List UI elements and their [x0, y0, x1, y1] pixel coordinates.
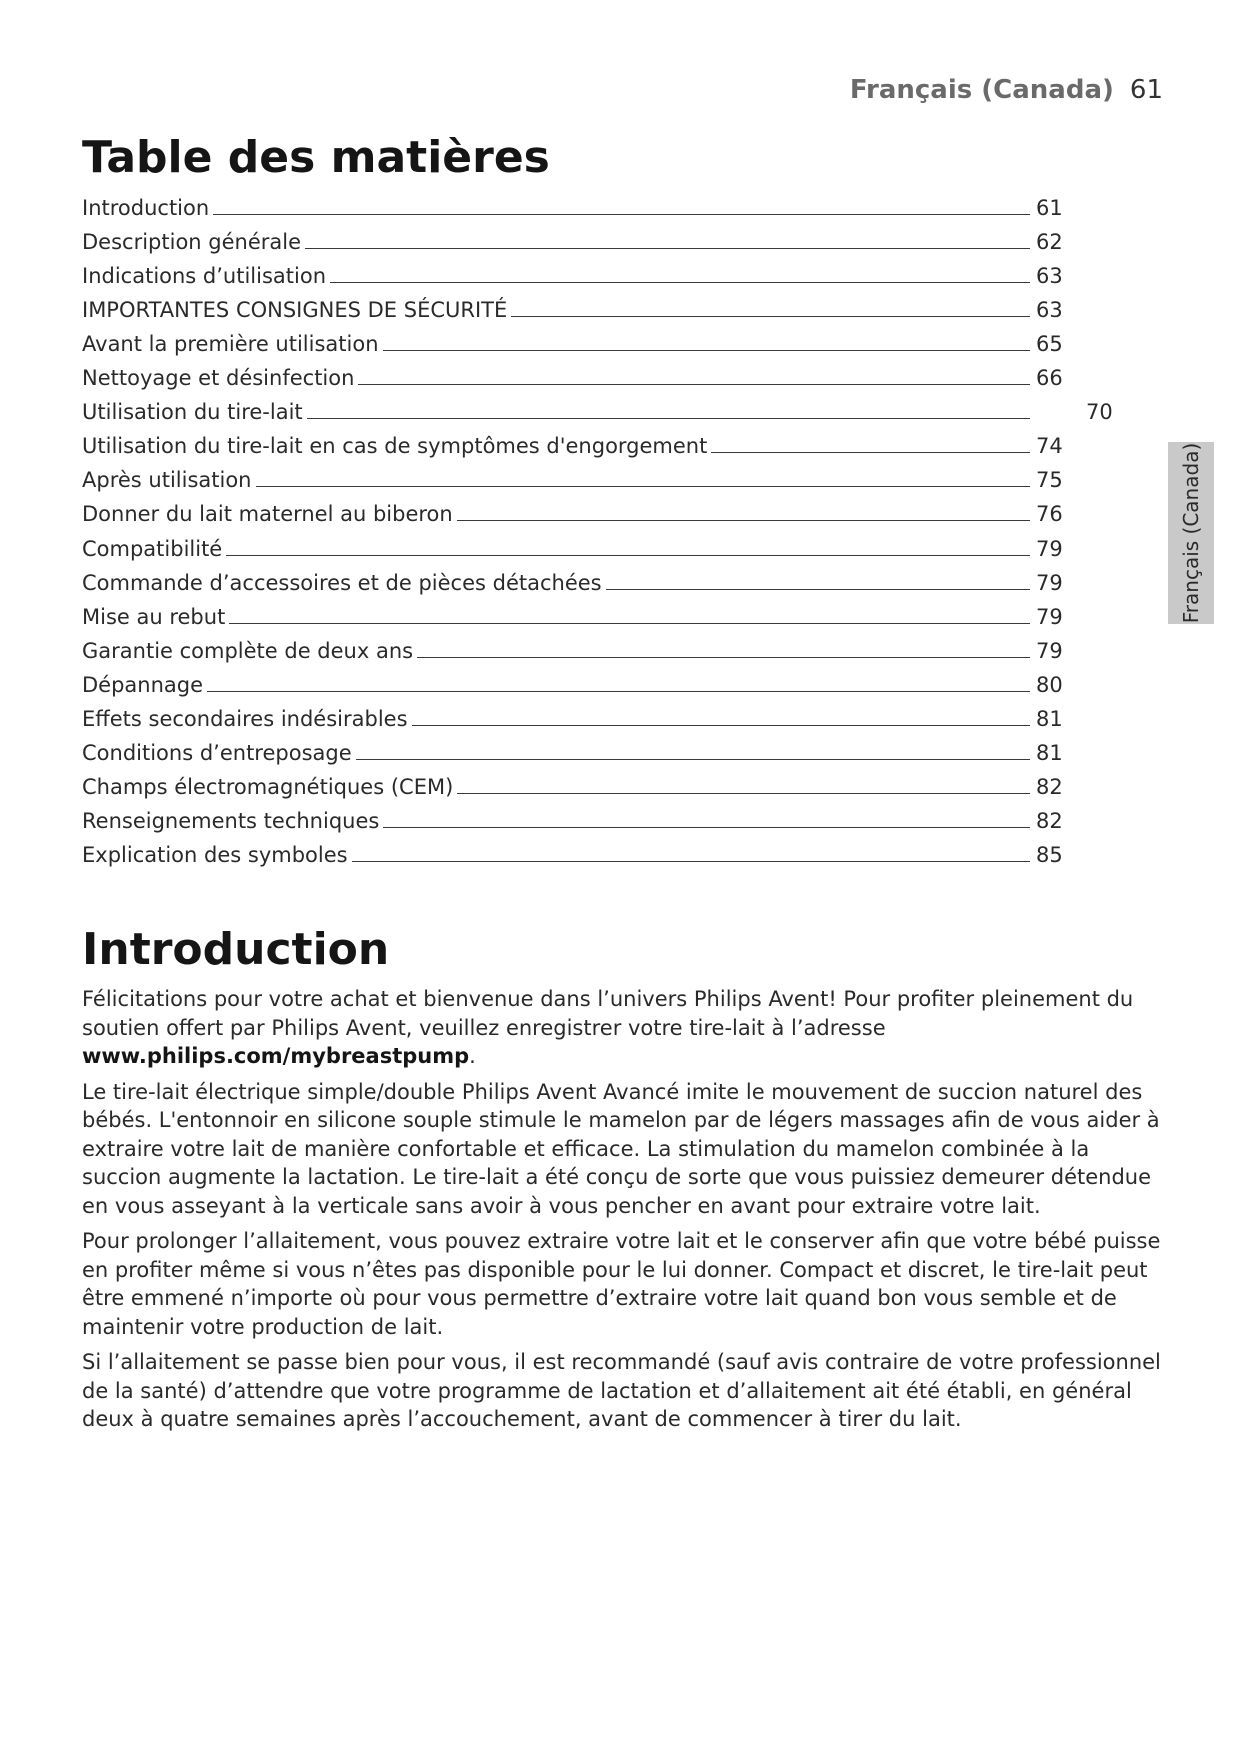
toc-entry-page: 65	[1036, 332, 1063, 357]
toc-entry-title: Champs électromagnétiques (CEM)	[82, 774, 454, 799]
toc-entry-title: IMPORTANTES CONSIGNES DE SÉCURITÉ	[82, 298, 508, 323]
toc-entry-title: Renseignements techniques	[82, 808, 380, 833]
toc-entry-title: Donner du lait maternel au biberon	[82, 502, 453, 527]
toc-leader	[606, 589, 1030, 590]
header-language: Français (Canada)	[849, 75, 1114, 105]
toc-entry[interactable]	[82, 732, 1112, 766]
toc-entry[interactable]	[82, 255, 1112, 289]
toc-entry[interactable]	[82, 664, 1112, 698]
toc-entry-page: 62	[1036, 230, 1063, 255]
toc-leader	[383, 827, 1030, 828]
toc-entry-title: Conditions d’entreposage	[82, 740, 352, 765]
toc-entry-page: 85	[1036, 842, 1063, 867]
toc-entry-page: 61	[1036, 196, 1063, 221]
toc-entry-title: Garantie complète de deux ans	[82, 638, 414, 663]
intro-paragraph-4: Si l’allaitement se passe bien pour vous, il est recommandé (sauf avis contraire de votre professionnel de la santé) d’attendre que votre programme de lactation et d’allaitement ait été établi, en général deux à quatre semaines après l’accouchement, avant de commencer à tirer du lait.	[82, 1350, 1161, 1431]
toc-leader	[352, 861, 1030, 862]
toc-entry-page: 82	[1036, 808, 1063, 833]
toc-entry-title: Effets secondaires indésirables	[82, 706, 408, 731]
toc-entry-page: 75	[1036, 468, 1063, 493]
toc-leader	[207, 691, 1030, 692]
toc-entry-page: 70	[1086, 400, 1113, 425]
toc-leader	[229, 623, 1030, 624]
toc-entry-title: Utilisation du tire-lait en cas de symptômes d'engorgement	[82, 434, 708, 459]
toc-entry[interactable]	[82, 527, 1112, 561]
registration-url[interactable]: www.philips.com/mybreastpump	[82, 1044, 470, 1068]
toc-entry[interactable]	[82, 562, 1112, 596]
toc-entry-page: 63	[1036, 264, 1063, 289]
toc-entry-page: 66	[1036, 366, 1063, 391]
table-of-contents	[82, 187, 1112, 868]
toc-entry-title: Indications d’utilisation	[82, 264, 327, 289]
toc-entry-title: Mise au rebut	[82, 604, 226, 629]
toc-leader	[383, 350, 1030, 351]
toc-leader	[417, 657, 1030, 658]
toc-entry-title: Après utilisation	[82, 468, 252, 493]
toc-leader	[412, 725, 1030, 726]
toc-entry-page: 79	[1036, 570, 1063, 595]
intro-p1-text: Félicitations pour votre achat et bienvenue dans l’univers Philips Avent! Pour profiter pleinement du soutien offert par Philips Avent, veuillez enregistrer votre tire-lait à l’adresse	[82, 987, 1134, 1040]
toc-leader	[457, 520, 1030, 521]
toc-leader	[356, 759, 1030, 760]
toc-entry-page: 80	[1036, 672, 1063, 697]
toc-entry[interactable]	[82, 834, 1112, 868]
toc-entry-page: 79	[1036, 536, 1063, 561]
toc-leader	[307, 418, 1030, 419]
toc-entry-title: Nettoyage et désinfection	[82, 366, 355, 391]
toc-entry[interactable]	[82, 459, 1112, 493]
toc-entry-title: Utilisation du tire-lait	[82, 400, 303, 425]
toc-entry[interactable]	[82, 425, 1112, 459]
toc-leader	[358, 384, 1030, 385]
toc-entry[interactable]	[82, 766, 1112, 800]
toc-entry[interactable]	[82, 630, 1112, 664]
toc-leader	[330, 282, 1030, 283]
toc-entry-page: 63	[1036, 298, 1063, 323]
intro-title: Introduction	[82, 924, 390, 975]
toc-entry-page: 81	[1036, 740, 1063, 765]
toc-entry-page: 79	[1036, 604, 1063, 629]
toc-entry[interactable]	[82, 323, 1112, 357]
toc-leader	[711, 452, 1030, 453]
toc-entry-page: 81	[1036, 706, 1063, 731]
toc-entry[interactable]	[82, 800, 1112, 834]
toc-leader	[226, 555, 1030, 556]
toc-entry[interactable]	[82, 391, 1112, 425]
toc-title: Table des matières	[82, 132, 550, 183]
toc-leader	[457, 793, 1030, 794]
toc-leader	[213, 214, 1030, 215]
language-side-tab	[1168, 442, 1214, 624]
toc-entry-page: 74	[1036, 434, 1063, 459]
toc-leader	[511, 316, 1030, 317]
toc-entry-title: Dépannage	[82, 672, 204, 697]
intro-paragraph-1	[82, 985, 1164, 1071]
page-header	[850, 72, 1163, 108]
intro-body	[82, 985, 1164, 1441]
toc-entry[interactable]	[82, 493, 1112, 527]
toc-entry[interactable]	[82, 357, 1112, 391]
toc-entry-title: Commande d’accessoires et de pièces détachées	[82, 570, 602, 595]
toc-entry-title: Compatibilité	[82, 536, 223, 561]
toc-entry-page: 79	[1036, 638, 1063, 663]
toc-entry-title: Description générale	[82, 230, 302, 255]
toc-leader	[256, 486, 1031, 487]
intro-paragraph-2: Le tire-lait électrique simple/double Philips Avent Avancé imite le mouvement de succion naturel des bébés. L'entonnoir en silicone souple stimule le mamelon par de légers massages afin de vous aider à extraire votre lait de manière confortable et efficace. La stimulation du mamelon combinée à la succion augmente la lactation. Le tire-lait a été conçu de sorte que vous puissiez demeurer détendue en vous asseyant à la verticale sans avoir à vous pencher en avant pour extraire votre lait.	[82, 1079, 1160, 1218]
toc-entry[interactable]	[82, 698, 1112, 732]
toc-entry-title: Avant la première utilisation	[82, 332, 379, 357]
intro-p1-end: .	[469, 1044, 476, 1068]
toc-entry-page: 82	[1036, 774, 1063, 799]
toc-entry[interactable]	[82, 187, 1112, 221]
toc-entry[interactable]	[82, 596, 1112, 630]
side-tab-label: Français (Canada)	[1179, 442, 1203, 624]
toc-entry-title: Explication des symboles	[82, 842, 348, 867]
toc-entry[interactable]	[82, 289, 1112, 323]
header-page-number: 61	[1129, 75, 1163, 105]
toc-entry-page: 76	[1036, 502, 1063, 527]
toc-entry-title: Introduction	[82, 196, 210, 221]
toc-entry[interactable]	[82, 221, 1112, 255]
intro-paragraph-3: Pour prolonger l’allaitement, vous pouvez extraire votre lait et le conserver afin que votre bébé puisse en profiter même si vous n’êtes pas disponible pour le lui donner. Compact et discret, le tire-lait peut être emmené n’importe où pour vous permettre d’extraire votre lait quand bon vous semble et de maintenir votre production de lait.	[82, 1229, 1161, 1339]
toc-leader	[305, 248, 1030, 249]
